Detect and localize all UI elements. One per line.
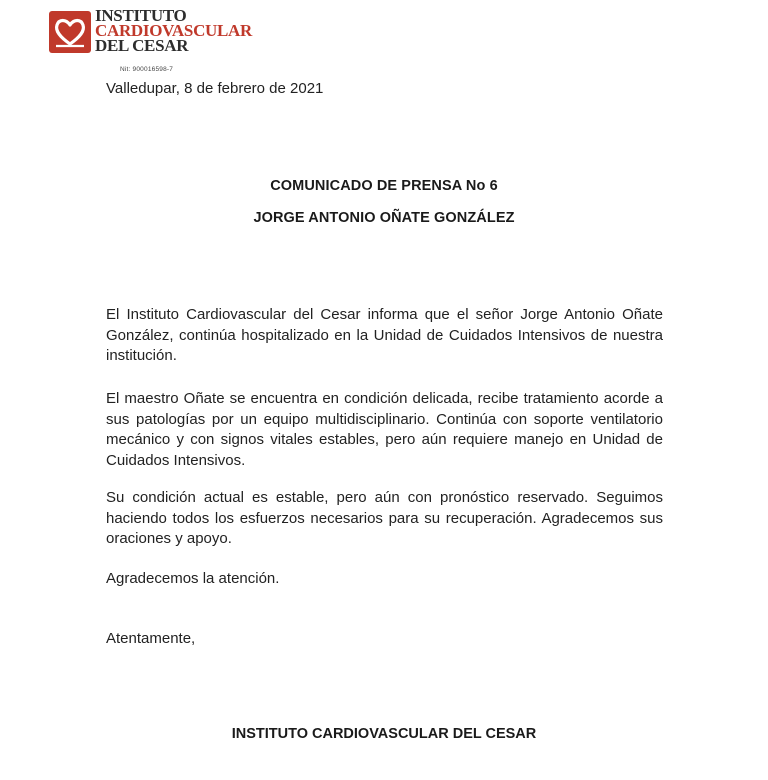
heart-logo-icon: [48, 10, 92, 54]
nit-number: Nit: 900016598-7: [120, 66, 174, 73]
paragraph-prognosis: Su condición actual es estable, pero aún con pronóstico reservado. Seguimos haciendo todos los esfuerzos necesarios para su recuperación. Agradecemos sus oraciones y apoyo.: [106, 489, 663, 547]
subject-name: JORGE ANTONIO OÑATE GONZÁLEZ: [253, 210, 515, 226]
document-date: Valledupar, 8 de febrero de 2021: [106, 80, 324, 97]
paragraph-hospitalization: El Instituto Cardiovascular del Cesar informa que el señor Jorge Antonio Oñate González, continúa hospitalizado en la Unidad de Cuidados Intensivos de nuestra institución.: [106, 306, 663, 364]
press-release-title: COMUNICADO DE PRENSA No 6: [270, 178, 498, 194]
logo-wordmark: [95, 8, 252, 53]
closing-salutation: Atentamente,: [106, 630, 196, 647]
logo-line-instituto: INSTITUTO: [95, 6, 187, 25]
signature-institution: INSTITUTO CARDIOVASCULAR DEL CESAR: [231, 726, 537, 742]
paragraph-thanks: Agradecemos la atención.: [106, 570, 280, 587]
logo-line-del-cesar: DEL CESAR: [95, 36, 189, 55]
paragraph-condition: El maestro Oñate se encuentra en condición delicada, recibe tratamiento acorde a sus patologías por un equipo multidisciplinario. Continúa con soporte ventilatorio mecánico y con signos vitales estables, pero aún requiere manejo en Unidad de Cuidados Intensivos.: [106, 390, 663, 469]
logo-line-cardiovascular: CARDIOVASCULAR: [95, 21, 253, 40]
institution-logo: [48, 8, 278, 80]
